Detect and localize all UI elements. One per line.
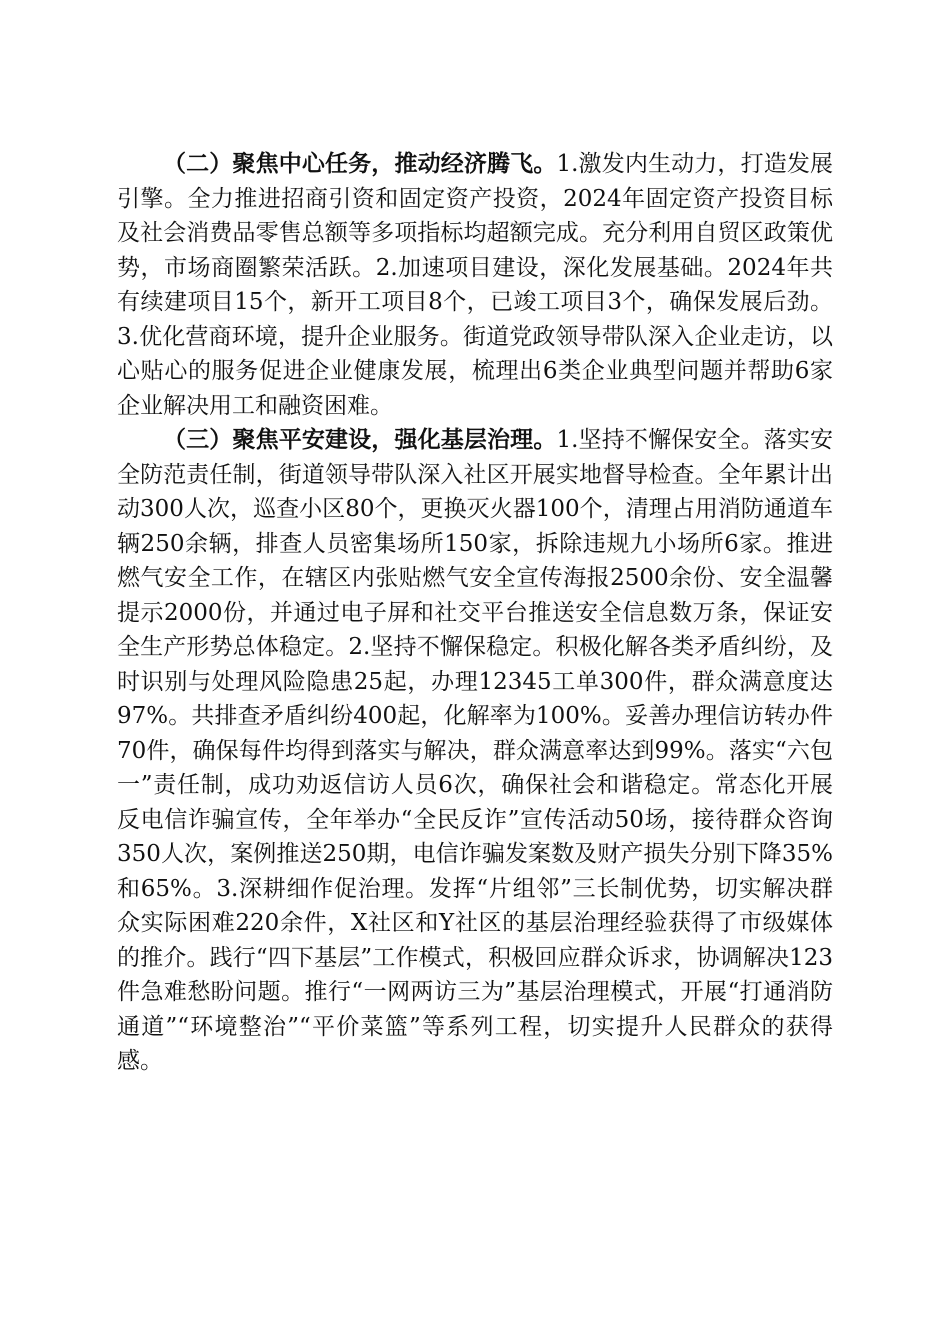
paragraph-text: 1.激发内生动力，打造发展引擎。全力推进招商引资和固定资产投资，2024年固定资产投资目标及社会消费品零售总额等多项指标均超额完成。充分利用自贸区政策优势，市场商圈繁荣活跃。2.加速项目建设，深化发展基础。2024年共有续建项目15个，新开工项目8个，已竣工项目3个，确保发展后劲。3.优化营商环境，提升企业服务。街道党政领导带队深入企业走访，以心贴心的服务促进企业健康发展，梳理出6类企业典型问题并帮助6家企业解决用工和融资困难。 — [117, 151, 834, 419]
paragraph-economy — [117, 147, 833, 423]
document-body — [117, 147, 833, 1079]
paragraph-heading: （二）聚焦中心任务，推动经济腾飞。 — [163, 150, 557, 177]
paragraph-text: 1.坚持不懈保安全。落实安全防范责任制，街道领导带队深入社区开展实地督导检查。全年累计出动300人次，巡查小区80个，更换灭火器100个，清理占用消防通道车辆250余辆，排查人员密集场所150家，拆除违规九小场所6家。推进燃气安全工作，在辖区内张贴燃气安全宣传海报2500余份、安全温馨提示2000份，并通过电子屏和社交平台推送安全信息数万条，保证安全生产形势总体稳定。2.坚持不懈保稳定。积极化解各类矛盾纠纷，及时识别与处理风险隐患25起，办理12345工单300件，群众满意度达97%。共排查矛盾纠纷400起，化解率为100%。妥善办理信访转办件70件，确保每件均得到落实与解决，群众满意率达到99%。落实“六包一”责任制，成功劝返信访人员6次，确保社会和谐稳定。常态化开展反电信诈骗宣传，全年举办“全民反诈”宣传活动50场，接待群众咨询350人次，案例推送250期，电信诈骗发案数及财产损失分别下降35%和65%。3.深耕细作促治理。发挥“片组邻”三长制优势，切实解决群众实际困难220余件，X社区和Y社区的基层治理经验获得了市级媒体的推介。践行“四下基层”工作模式，积极回应群众诉求，协调解决123件急难愁盼问题。推行“一网两访三为”基层治理模式，开展“打通消防通道”“环境整治”“平价菜篮”等系列工程，切实提升人民群众的获得感。 — [117, 427, 834, 1074]
paragraph-safety-governance — [117, 423, 833, 1079]
paragraph-heading: （三）聚焦平安建设，强化基层治理。 — [163, 426, 557, 453]
